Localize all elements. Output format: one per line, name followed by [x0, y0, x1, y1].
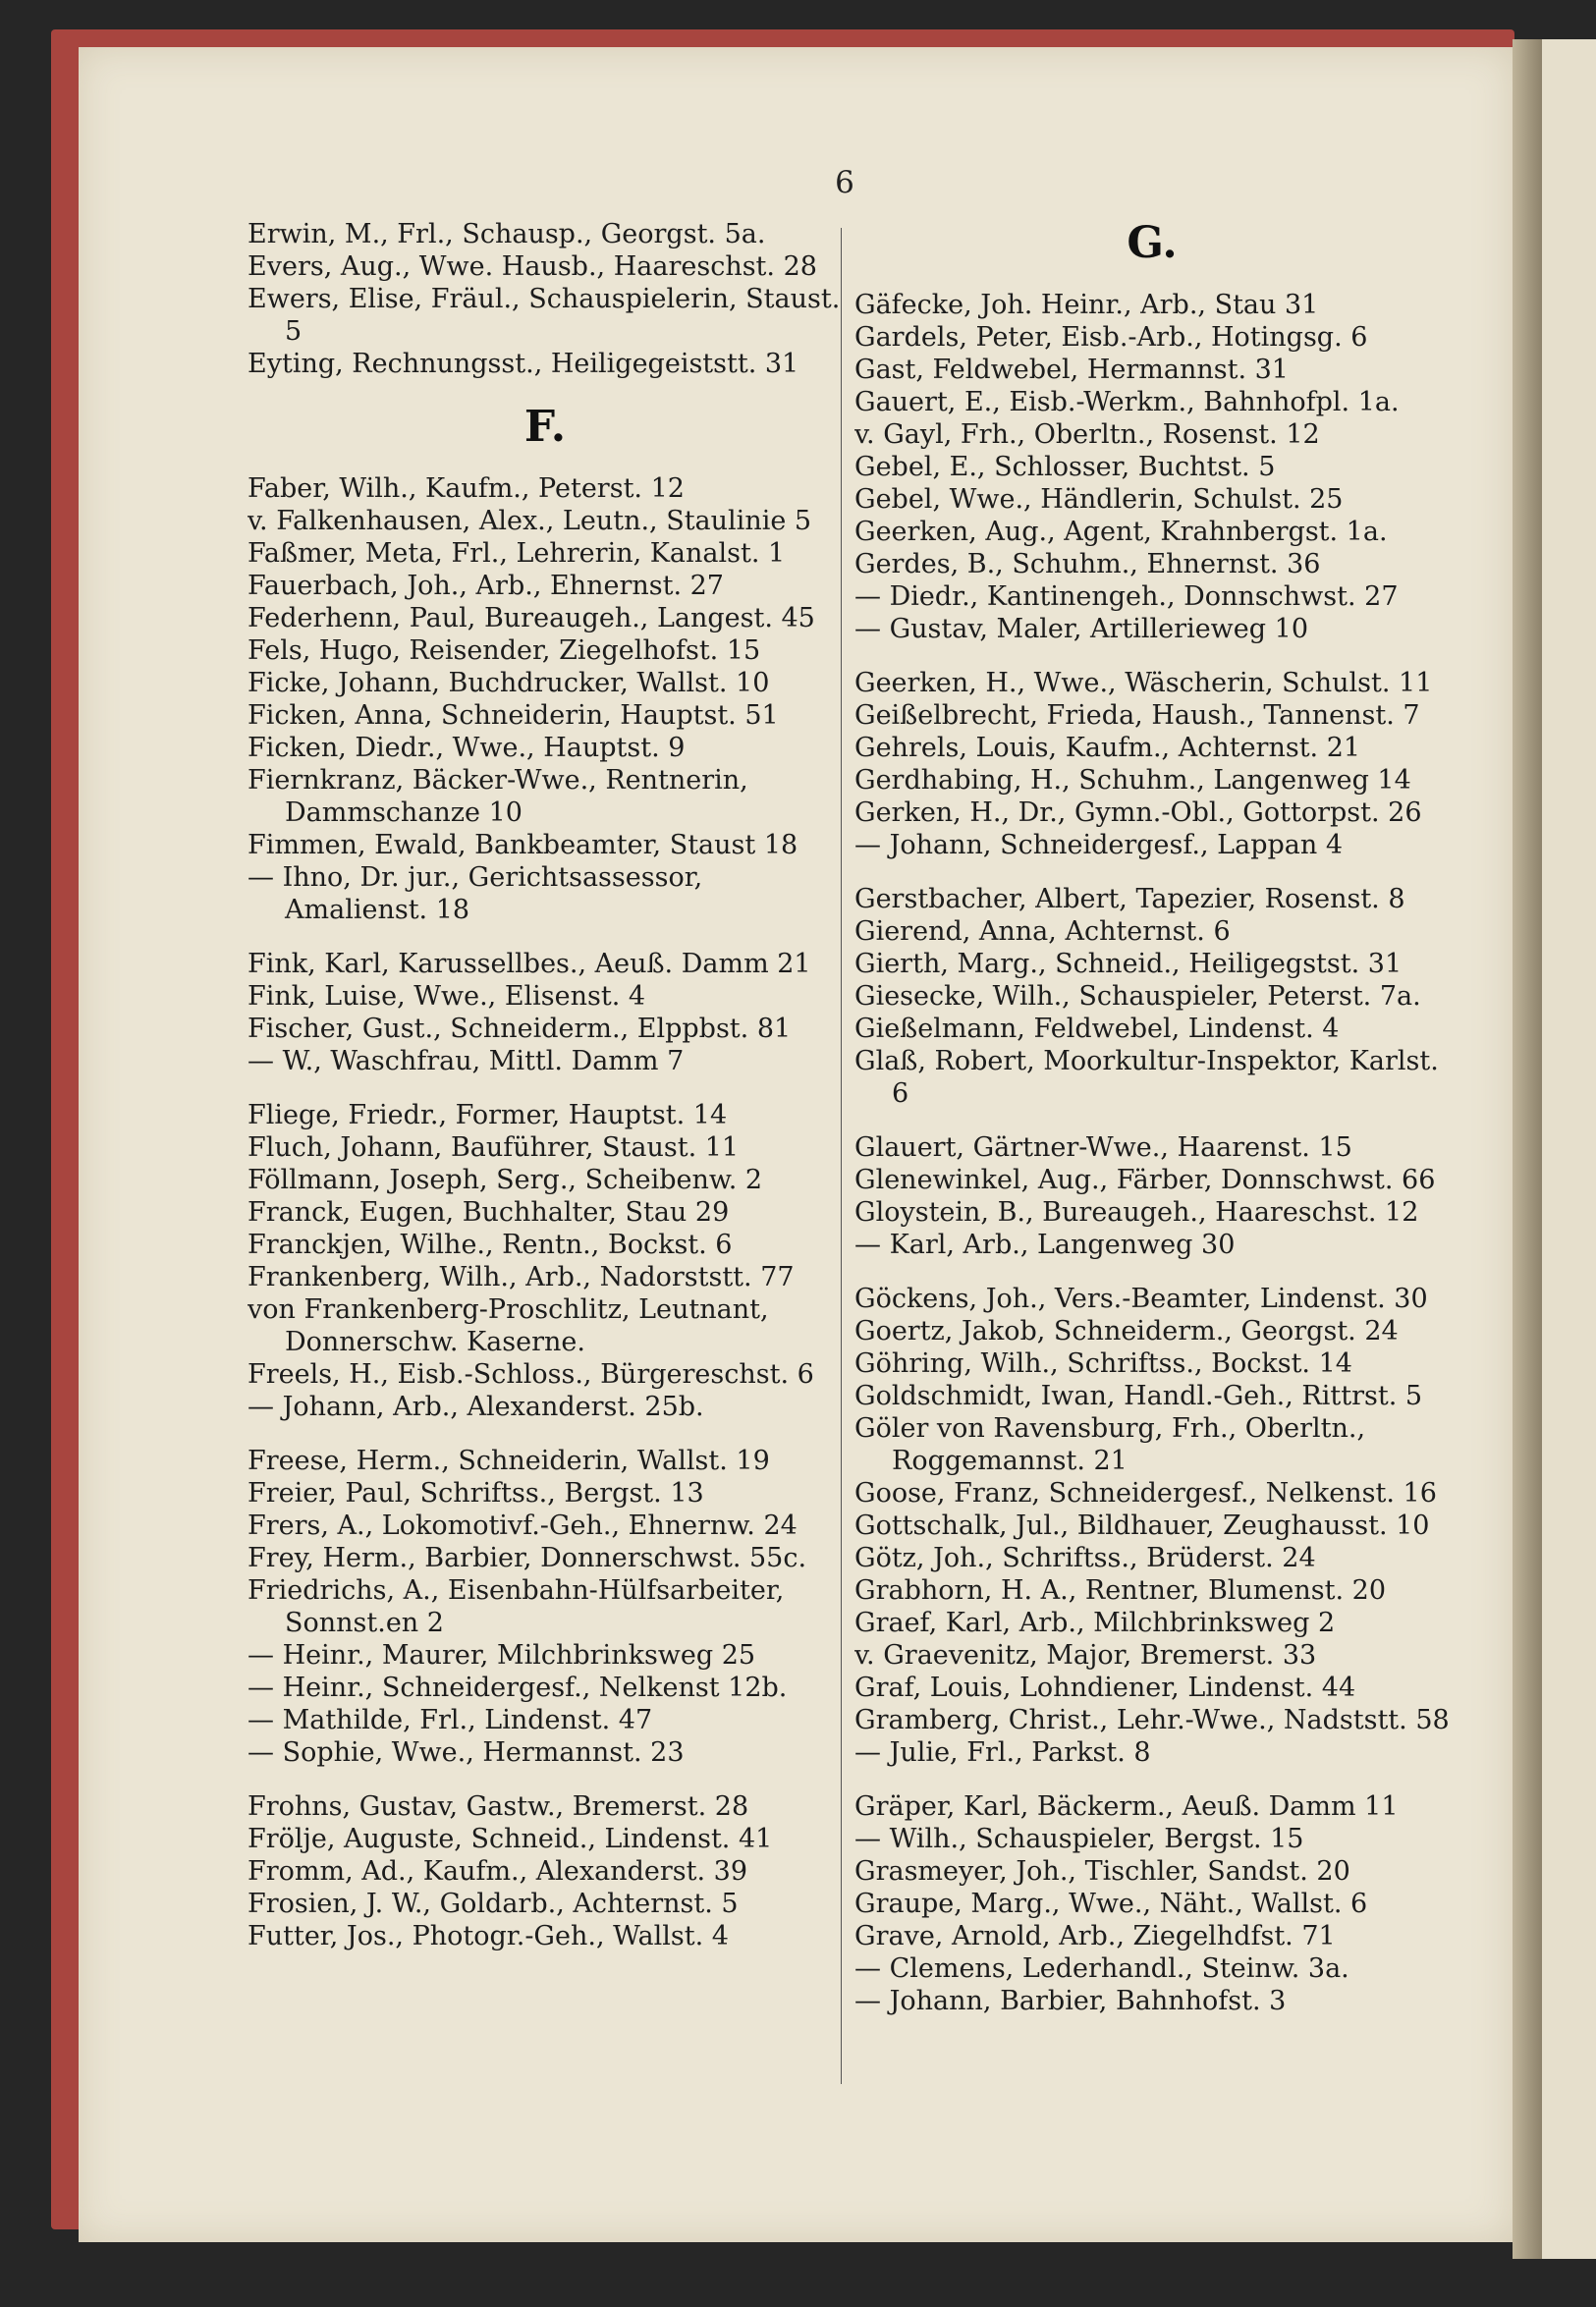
- directory-entry: Fliege, Friedr., Former, Hauptst. 14: [248, 1100, 728, 1130]
- group-gap: [248, 1769, 843, 1790]
- directory-entry: Gerdhabing, H., Schuhm., Langenweg 14: [854, 765, 1411, 796]
- directory-entry: Fimmen, Ewald, Bankbeamter, Staust 18: [248, 830, 798, 860]
- entry-group: [248, 1445, 843, 1769]
- directory-entry: — Johann, Schneidergesf., Lappan 4: [854, 830, 1344, 860]
- directory-entry: Fink, Luise, Wwe., Elisenst. 4: [248, 981, 646, 1012]
- directory-entry: Freier, Paul, Schriftss., Bergst. 13: [248, 1478, 704, 1509]
- directory-entry: Gerken, H., Dr., Gymn.-Obl., Gottorpst. 26: [854, 797, 1422, 828]
- directory-entry: Ficken, Diedr., Wwe., Hauptst. 9: [248, 733, 686, 763]
- left-column: [248, 218, 843, 1952]
- directory-entry: Faber, Wilh., Kaufm., Peterst. 12: [248, 473, 685, 504]
- directory-entry: Gramberg, Christ., Lehr.-Wwe., Nadststt. 58: [854, 1705, 1450, 1735]
- directory-entry: — Johann, Barbier, Bahnhofst. 3: [854, 1986, 1287, 2016]
- directory-entry: — Heinr., Maurer, Milchbrinksweg 25: [248, 1640, 756, 1671]
- directory-entry: — Johann, Arb., Alexanderst. 25b.: [248, 1392, 704, 1422]
- directory-entry: Götz, Joh., Schriftss., Brüderst. 24: [854, 1543, 1316, 1573]
- group-gap: [854, 1769, 1450, 1790]
- directory-entry: Göler von Ravensburg, Frh., Oberltn., Roggemannst. 21: [854, 1413, 1366, 1476]
- directory-entry: Geerken, H., Wwe., Wäscherin, Schulst. 11: [854, 668, 1433, 698]
- group-gap: [854, 1261, 1450, 1283]
- directory-entry: v. Gayl, Frh., Oberltn., Rosenst. 12: [854, 419, 1320, 450]
- directory-entry: Eyting, Rechnungsst., Heiligegeiststt. 31: [248, 349, 799, 379]
- directory-entry: Fiernkranz, Bäcker-Wwe., Rentnerin, Dammschanze 10: [248, 765, 748, 828]
- directory-entry: Grabhorn, H. A., Rentner, Blumenst. 20: [854, 1575, 1387, 1606]
- directory-entry: Glaß, Robert, Moorkultur-Inspektor, Karlst. 6: [854, 1046, 1439, 1109]
- directory-entry: Gerstbacher, Albert, Tapezier, Rosenst. 8: [854, 884, 1405, 914]
- directory-entry: Faßmer, Meta, Frl., Lehrerin, Kanalst. 1: [248, 538, 786, 569]
- directory-entry: Fromm, Ad., Kaufm., Alexanderst. 39: [248, 1856, 748, 1887]
- directory-entry: Gerdes, B., Schuhm., Ehnernst. 36: [854, 549, 1321, 579]
- directory-entry: Gottschalk, Jul., Bildhauer, Zeughausst. 10: [854, 1511, 1430, 1541]
- directory-entry: Gäfecke, Joh. Heinr., Arb., Stau 31: [854, 290, 1319, 320]
- directory-entry: Fauerbach, Joh., Arb., Ehnernst. 27: [248, 571, 724, 601]
- directory-entry: Freels, H., Eisb.-Schloss., Bürgereschst. 6: [248, 1359, 814, 1390]
- group-gap: [248, 1423, 843, 1445]
- directory-entry: Goose, Franz, Schneidergesf., Nelkenst. 16: [854, 1478, 1437, 1509]
- entry-group: [854, 1131, 1450, 1261]
- directory-entry: Graupe, Marg., Wwe., Näht., Wallst. 6: [854, 1889, 1368, 1919]
- directory-entry: — Julie, Frl., Parkst. 8: [854, 1737, 1151, 1768]
- directory-entry: Gauert, E., Eisb.-Werkm., Bahnhofpl. 1a.: [854, 387, 1400, 417]
- directory-entry: Goldschmidt, Iwan, Handl.-Geh., Rittrst. 5: [854, 1381, 1423, 1411]
- entry-group: [248, 218, 843, 380]
- directory-entry: — Heinr., Schneidergesf., Nelkenst 12b.: [248, 1673, 788, 1703]
- section-letter-g: G.: [1127, 218, 1178, 268]
- entry-group: [854, 1790, 1450, 2017]
- directory-entry: Glenewinkel, Aug., Färber, Donnschwst. 66: [854, 1165, 1436, 1195]
- entry-group: [248, 1790, 843, 1952]
- directory-entry: v. Graevenitz, Major, Bremerst. 33: [854, 1640, 1317, 1671]
- directory-entry: Gierend, Anna, Achternst. 6: [854, 916, 1231, 947]
- directory-entry: von Frankenberg-Proschlitz, Leutnant, Donnerschw. Kaserne.: [248, 1294, 769, 1357]
- directory-entry: Friedrichs, A., Eisenbahn-Hülfsarbeiter, Sonnst.en 2: [248, 1575, 785, 1638]
- directory-entry: — Diedr., Kantinengeh., Donnschwst. 27: [854, 581, 1399, 612]
- directory-entry: — Clemens, Lederhandl., Steinw. 3a.: [854, 1953, 1349, 1984]
- directory-entry: Fink, Karl, Karussellbes., Aeuß. Damm 21: [248, 949, 811, 979]
- directory-entry: Evers, Aug., Wwe. Hausb., Haareschst. 28: [248, 251, 817, 282]
- directory-entry: Franckjen, Wilhe., Rentn., Bockst. 6: [248, 1230, 733, 1260]
- directory-entry: Grasmeyer, Joh., Tischler, Sandst. 20: [854, 1856, 1350, 1887]
- entry-group: [854, 883, 1450, 1110]
- directory-entry: Erwin, M., Frl., Schausp., Georgst. 5a.: [248, 219, 766, 249]
- directory-entry: Frosien, J. W., Goldarb., Achternst. 5: [248, 1889, 739, 1919]
- directory-entry: Gehrels, Louis, Kaufm., Achternst. 21: [854, 733, 1361, 763]
- next-page-edge: [1542, 39, 1596, 2259]
- group-gap: [854, 861, 1450, 883]
- directory-entry: Frankenberg, Wilh., Arb., Nadorststt. 77: [248, 1262, 795, 1292]
- directory-entry: Frers, A., Lokomotivf.-Geh., Ehnernw. 24: [248, 1511, 798, 1541]
- entry-group: [248, 1099, 843, 1423]
- directory-entry: v. Falkenhausen, Alex., Leutn., Staulinie 5: [248, 506, 812, 536]
- directory-entry: Gast, Feldwebel, Hermannst. 31: [854, 355, 1289, 385]
- directory-entry: Grave, Arnold, Arb., Ziegelhdfst. 71: [854, 1921, 1336, 1951]
- entry-group: [248, 948, 843, 1077]
- directory-entry: Giesecke, Wilh., Schauspieler, Peterst. 7a.: [854, 981, 1421, 1012]
- directory-entry: — Gustav, Maler, Artillerieweg 10: [854, 614, 1308, 644]
- entry-group: [854, 289, 1450, 645]
- directory-entry: — Karl, Arb., Langenweg 30: [854, 1230, 1236, 1260]
- entry-group: [248, 472, 843, 926]
- group-gap: [854, 1110, 1450, 1131]
- directory-entry: Geerken, Aug., Agent, Krahnbergst. 1a.: [854, 517, 1388, 547]
- right-column: [854, 218, 1450, 2017]
- directory-entry: Ficken, Anna, Schneiderin, Hauptst. 51: [248, 700, 779, 731]
- directory-entry: Fels, Hugo, Reisender, Ziegelhofst. 15: [248, 635, 761, 666]
- entry-group: [854, 1283, 1450, 1769]
- group-gap: [854, 645, 1450, 667]
- directory-entry: Ficke, Johann, Buchdrucker, Wallst. 10: [248, 668, 770, 698]
- page-number: 6: [835, 165, 854, 200]
- directory-entry: Graf, Louis, Lohndiener, Lindenst. 44: [854, 1673, 1356, 1703]
- directory-entry: Gloystein, B., Bureaugeh., Haareschst. 12: [854, 1197, 1419, 1228]
- directory-entry: — Ihno, Dr. jur., Gerichtsassessor, Amalienst. 18: [248, 862, 703, 925]
- section-letter-f: F.: [523, 402, 567, 452]
- directory-entry: Graef, Karl, Arb., Milchbrinksweg 2: [854, 1608, 1336, 1638]
- directory-entry: Glauert, Gärtner-Wwe., Haarenst. 15: [854, 1132, 1352, 1163]
- directory-entry: Fischer, Gust., Schneiderm., Elppbst. 81: [248, 1014, 792, 1044]
- directory-entry: Gräper, Karl, Bäckerm., Aeuß. Damm 11: [854, 1791, 1399, 1822]
- directory-entry: Ewers, Elise, Fräul., Schauspielerin, Staust. 5: [248, 284, 841, 347]
- directory-entry: Föllmann, Joseph, Serg., Scheibenw. 2: [248, 1165, 763, 1195]
- directory-entry: — Sophie, Wwe., Hermannst. 23: [248, 1737, 685, 1768]
- directory-entry: Göhring, Wilh., Schriftss., Bockst. 14: [854, 1348, 1352, 1379]
- directory-entry: Gardels, Peter, Eisb.-Arb., Hotingsg. 6: [854, 322, 1368, 353]
- directory-entry: Freese, Herm., Schneiderin, Wallst. 19: [248, 1446, 770, 1476]
- group-gap: [248, 926, 843, 948]
- directory-entry: Franck, Eugen, Buchhalter, Stau 29: [248, 1197, 730, 1228]
- directory-entry: Göckens, Joh., Vers.-Beamter, Lindenst. 30: [854, 1284, 1428, 1314]
- entry-group: [854, 667, 1450, 861]
- directory-entry: Frohns, Gustav, Gastw., Bremerst. 28: [248, 1791, 749, 1822]
- directory-entry: Frey, Herm., Barbier, Donnerschwst. 55c.: [248, 1543, 807, 1573]
- directory-entry: Gebel, E., Schlosser, Buchtst. 5: [854, 452, 1276, 482]
- directory-entry: — Mathilde, Frl., Lindenst. 47: [248, 1705, 653, 1735]
- directory-entry: Federhenn, Paul, Bureaugeh., Langest. 45: [248, 603, 815, 633]
- directory-entry: Futter, Jos., Photogr.-Geh., Wallst. 4: [248, 1921, 729, 1951]
- directory-entry: Gierth, Marg., Schneid., Heiligegstst. 31: [854, 949, 1403, 979]
- directory-entry: — W., Waschfrau, Mittl. Damm 7: [248, 1046, 685, 1076]
- directory-entry: Gebel, Wwe., Händlerin, Schulst. 25: [854, 484, 1344, 515]
- directory-entry: Goertz, Jakob, Schneiderm., Georgst. 24: [854, 1316, 1399, 1346]
- directory-entry: Fluch, Johann, Bauführer, Staust. 11: [248, 1132, 740, 1163]
- group-gap: [248, 1077, 843, 1099]
- directory-entry: Frölje, Auguste, Schneid., Lindenst. 41: [248, 1824, 773, 1854]
- directory-entry: Geißelbrecht, Frieda, Haush., Tannenst. 7: [854, 700, 1420, 731]
- directory-entry: — Wilh., Schauspieler, Bergst. 15: [854, 1824, 1304, 1854]
- book-gutter: [1513, 39, 1542, 2259]
- directory-entry: Gießelmann, Feldwebel, Lindenst. 4: [854, 1014, 1340, 1044]
